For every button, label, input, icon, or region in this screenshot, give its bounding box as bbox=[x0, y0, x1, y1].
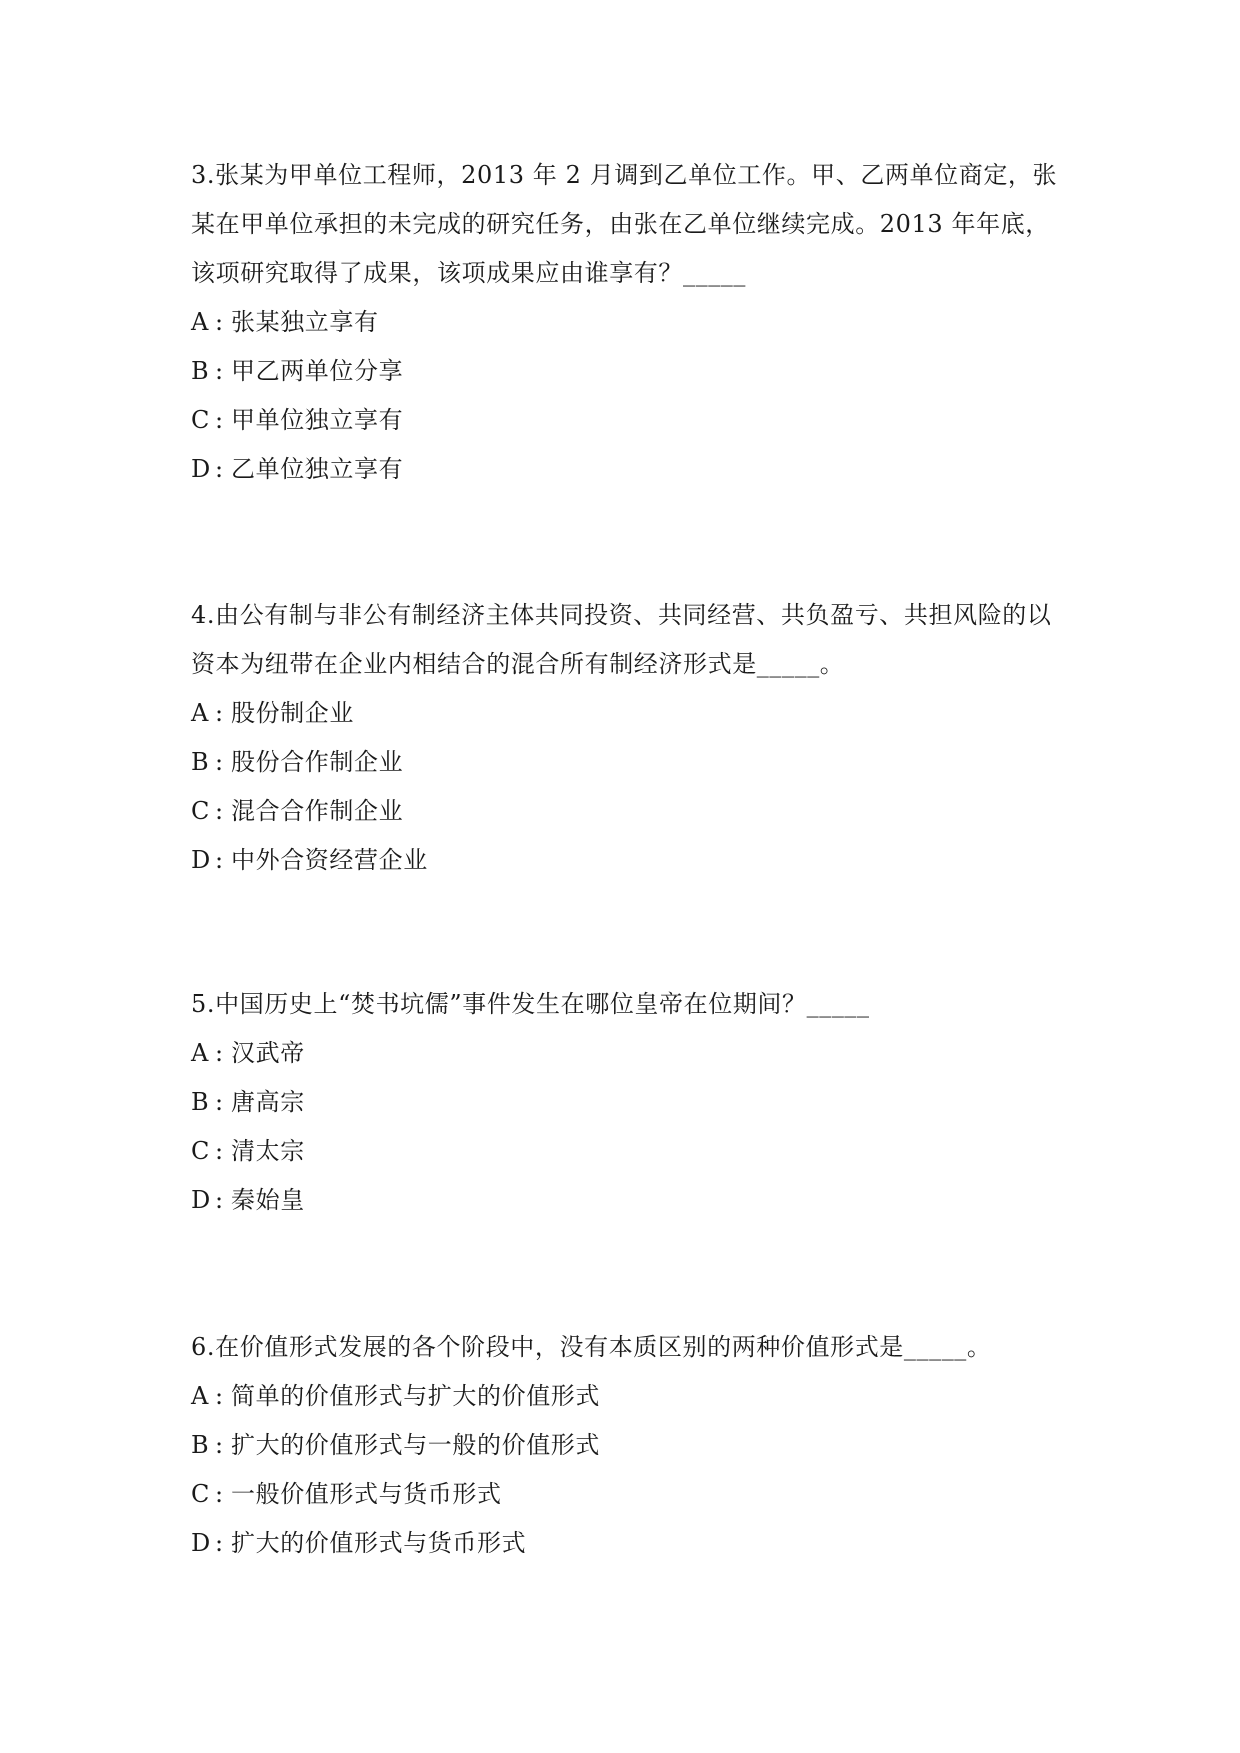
option-letter: B bbox=[191, 748, 210, 776]
option-d bbox=[191, 1519, 1061, 1568]
option-text: 股份制企业 bbox=[231, 699, 354, 727]
option-text: 混合合作制企业 bbox=[231, 797, 404, 825]
option-c bbox=[191, 396, 1061, 445]
option-letter: C bbox=[191, 797, 210, 825]
option-letter: B bbox=[191, 357, 210, 385]
option-letter: A bbox=[191, 1039, 209, 1067]
option-c bbox=[191, 1470, 1061, 1519]
option-text: 一般价值形式与货币形式 bbox=[231, 1480, 502, 1508]
option-b bbox=[191, 1078, 1061, 1127]
option-separator: : bbox=[215, 1039, 224, 1067]
option-a bbox=[191, 689, 1061, 738]
option-text: 秦始皇 bbox=[231, 1186, 305, 1214]
option-text: 股份合作制企业 bbox=[231, 748, 404, 776]
option-letter: A bbox=[191, 699, 209, 727]
option-letter: C bbox=[191, 1480, 210, 1508]
option-separator: : bbox=[215, 699, 224, 727]
option-text: 甲乙两单位分享 bbox=[231, 357, 404, 385]
option-separator: : bbox=[215, 1186, 224, 1214]
option-text: 甲单位独立享有 bbox=[231, 406, 404, 434]
option-letter: D bbox=[191, 1186, 211, 1214]
question-3 bbox=[191, 151, 1061, 494]
option-text: 张某独立享有 bbox=[231, 308, 379, 336]
option-b bbox=[191, 738, 1061, 787]
option-separator: : bbox=[215, 1382, 224, 1410]
option-b bbox=[191, 347, 1061, 396]
option-text: 汉武帝 bbox=[231, 1039, 305, 1067]
option-a bbox=[191, 1372, 1061, 1421]
option-separator: : bbox=[215, 357, 224, 385]
option-letter: C bbox=[191, 1137, 210, 1165]
question-stem: 3.张某为甲单位工程师，2013 年 2 月调到乙单位工作。甲、乙两单位商定，张某在甲单位承担的未完成的研究任务，由张在乙单位继续完成。2013 年年底，该项研究取得了成果，该项成果应由谁享有？_____ bbox=[191, 161, 1058, 287]
option-text: 简单的价值形式与扩大的价值形式 bbox=[231, 1382, 600, 1410]
option-letter: C bbox=[191, 406, 210, 434]
option-d bbox=[191, 836, 1061, 885]
option-letter: A bbox=[191, 308, 209, 336]
option-d bbox=[191, 445, 1061, 494]
question-stem: 4.由公有制与非公有制经济主体共同投资、共同经营、共负盈亏、共担风险的以资本为纽带在企业内相结合的混合所有制经济形式是_____。 bbox=[191, 601, 1052, 678]
option-separator: : bbox=[215, 308, 224, 336]
option-separator: : bbox=[215, 1480, 224, 1508]
option-letter: D bbox=[191, 846, 211, 874]
option-separator: : bbox=[215, 455, 224, 483]
option-text: 扩大的价值形式与一般的价值形式 bbox=[231, 1431, 600, 1459]
option-letter: A bbox=[191, 1382, 209, 1410]
option-text: 扩大的价值形式与货币形式 bbox=[231, 1529, 527, 1557]
question-5 bbox=[191, 980, 1061, 1225]
option-a bbox=[191, 298, 1061, 347]
option-separator: : bbox=[215, 748, 224, 776]
option-letter: D bbox=[191, 1529, 211, 1557]
option-text: 乙单位独立享有 bbox=[231, 455, 404, 483]
option-separator: : bbox=[215, 1529, 224, 1557]
option-separator: : bbox=[215, 406, 224, 434]
option-separator: : bbox=[215, 1137, 224, 1165]
option-d bbox=[191, 1176, 1061, 1225]
option-a bbox=[191, 1029, 1061, 1078]
question-6 bbox=[191, 1323, 1061, 1568]
option-c bbox=[191, 1127, 1061, 1176]
option-text: 唐高宗 bbox=[231, 1088, 305, 1116]
option-b bbox=[191, 1421, 1061, 1470]
question-stem: 5.中国历史上“焚书坑儒”事件发生在哪位皇帝在位期间？_____ bbox=[191, 990, 870, 1018]
option-separator: : bbox=[215, 797, 224, 825]
option-c bbox=[191, 787, 1061, 836]
question-stem: 6.在价值形式发展的各个阶段中，没有本质区别的两种价值形式是_____。 bbox=[191, 1333, 992, 1361]
option-separator: : bbox=[215, 1431, 224, 1459]
option-separator: : bbox=[215, 1088, 224, 1116]
option-text: 中外合资经营企业 bbox=[231, 846, 428, 874]
option-text: 清太宗 bbox=[231, 1137, 305, 1165]
option-separator: : bbox=[215, 846, 224, 874]
option-letter: B bbox=[191, 1431, 210, 1459]
option-letter: B bbox=[191, 1088, 210, 1116]
option-letter: D bbox=[191, 455, 211, 483]
question-4 bbox=[191, 591, 1061, 885]
